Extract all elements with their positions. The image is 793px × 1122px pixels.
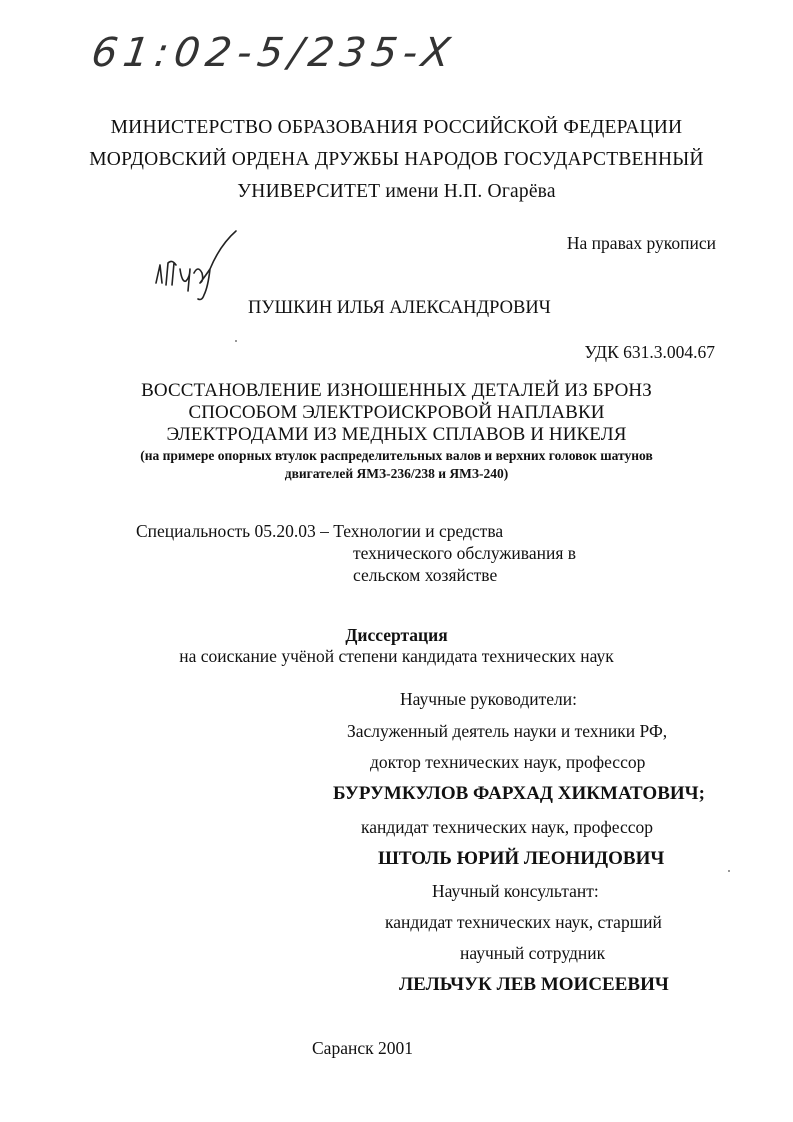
city-year: Саранск 2001 — [312, 1038, 413, 1058]
consultant-header: Научный консультант: — [432, 881, 599, 901]
supervisor-1-name: БУРУМКУЛОВ ФАРХАД ХИКМАТОВИЧ; — [333, 783, 705, 804]
scan-speck — [728, 870, 730, 872]
author-name: ПУШКИН ИЛЬЯ АЛЕКСАНДРОВИЧ — [248, 298, 551, 318]
manuscript-rights-note: На правах рукописи — [566, 233, 716, 253]
dissertation-title-line-2: СПОСОБОМ ЭЛЕКТРОИСКРОВОЙ НАПЛАВКИ — [188, 402, 605, 423]
ministry-line: МИНИСТЕРСТВО ОБРАЗОВАНИЯ РОССИЙСКОЙ ФЕДЕРАЦИИ — [110, 117, 683, 138]
supervisors-header: Научные руководители: — [400, 689, 577, 709]
dissertation-label: Диссертация — [345, 625, 448, 645]
consultant-title-1: кандидат технических наук, старший — [385, 912, 662, 932]
dissertation-subtitle-line-1: (на примере опорных втулок распределительных валов и верхних головок шатунов — [140, 448, 653, 463]
consultant-title-2: научный сотрудник — [460, 943, 606, 963]
specialty-line-3: сельском хозяйстве — [353, 565, 498, 585]
specialty-line-2: технического обслуживания в — [353, 543, 577, 563]
dissertation-title-line-3: ЭЛЕКТРОДАМИ ИЗ МЕДНЫХ СПЛАВОВ И НИКЕЛЯ — [166, 424, 627, 445]
udc-code: УДК 631.3.004.67 — [584, 342, 715, 362]
university-line-1: МОРДОВСКИЙ ОРДЕНА ДРУЖБЫ НАРОДОВ ГОСУДАРСТВЕННЫЙ — [89, 149, 704, 170]
supervisor-1-title-2: доктор технических наук, профессор — [370, 752, 646, 772]
specialty-line-1: Специальность 05.20.03 – Технологии и средства — [136, 521, 504, 541]
author-signature — [150, 225, 240, 305]
dissertation-purpose: на соискание учёной степени кандидата технических наук — [179, 646, 614, 666]
supervisor-2-title: кандидат технических наук, профессор — [361, 817, 653, 837]
university-line-2: УНИВЕРСИТЕТ имени Н.П. Огарёва — [237, 181, 556, 202]
supervisor-1-title-1: Заслуженный деятель науки и техники РФ, — [347, 721, 668, 741]
supervisor-2-name: ШТОЛЬ ЮРИЙ ЛЕОНИДОВИЧ — [378, 848, 665, 869]
dissertation-subtitle-line-2: двигателей ЯМЗ-236/238 и ЯМЗ-240) — [284, 466, 509, 481]
scan-speck — [235, 340, 237, 342]
signature-icon — [150, 225, 240, 305]
dissertation-title-line-1: ВОССТАНОВЛЕНИЕ ИЗНОШЕННЫХ ДЕТАЛЕЙ ИЗ БРОНЗ — [141, 380, 652, 401]
consultant-name: ЛЕЛЬЧУК ЛЕВ МОИСЕЕВИЧ — [399, 974, 669, 995]
archive-code-handwritten: 61:02-5/235-X — [88, 30, 459, 76]
